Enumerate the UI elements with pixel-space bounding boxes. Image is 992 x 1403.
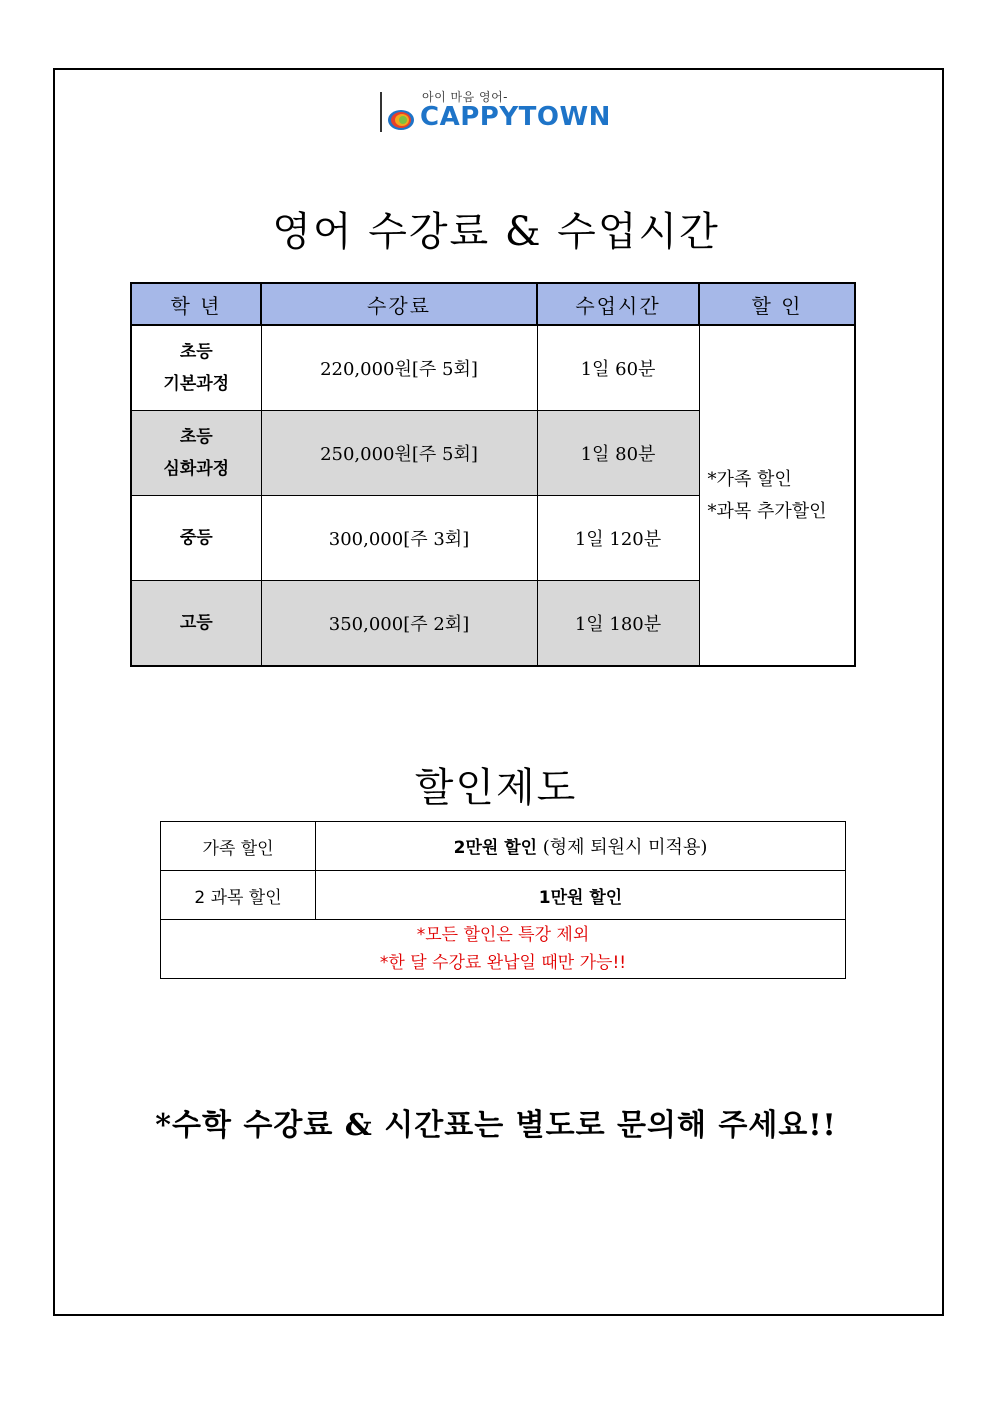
time-cell: 1일 180분: [537, 581, 699, 667]
logo-divider: [380, 92, 382, 132]
logo-emblem-icon: [386, 108, 416, 132]
footer-notice: *수학 수강료 & 시간표는 별도로 문의해 주세요!!: [155, 1108, 837, 1143]
table-row: [161, 871, 846, 920]
note-line1: *모든 할인은 특강 제외: [416, 925, 590, 945]
cappytown-logo: [380, 88, 640, 138]
discount-amount: 1만원 할인: [538, 887, 623, 908]
time-cell: 1일 80분: [537, 411, 699, 496]
header-time: 수업시간: [537, 283, 699, 325]
grade-cell: [131, 411, 261, 496]
discount-amount: 2만원 할인: [453, 838, 538, 858]
discount-value: [316, 871, 846, 920]
grade-cell: 고등: [131, 581, 261, 667]
header-fee: 수강료: [261, 283, 537, 325]
discount-value: [316, 822, 846, 871]
grade-line2: 기본과정: [163, 374, 230, 394]
grade-line1: 초등: [179, 427, 213, 447]
fee-cell: 250,000원[주 5회]: [261, 411, 537, 496]
note-line2: *한 달 수강료 완납일 때만 가능!!: [379, 953, 627, 973]
time-cell: 1일 60분: [537, 325, 699, 411]
fee-table: [130, 282, 856, 667]
discount-line1: *가족 할인: [707, 468, 792, 490]
grade-cell: [131, 325, 261, 411]
fee-cell: 350,000[주 2회]: [261, 581, 537, 667]
discount-condition: (형제 퇴원시 미적용): [537, 837, 708, 858]
discount-title: 할인제도: [414, 765, 578, 811]
table-row: [161, 920, 846, 979]
logo-tagline: 아이 마음 영어-: [422, 90, 509, 104]
discount-label: 2 과목 할인: [161, 871, 316, 920]
header-discount: 할 인: [699, 283, 855, 325]
discount-line2: *과목 추가할인: [707, 500, 827, 522]
discount-label: 가족 할인: [161, 822, 316, 871]
grade-line1: 초등: [179, 342, 213, 362]
discount-note: [161, 920, 846, 979]
time-cell: 1일 120분: [537, 496, 699, 581]
grade-cell: 중등: [131, 496, 261, 581]
table-row: [161, 822, 846, 871]
grade-line2: 심화과정: [163, 459, 230, 479]
fee-cell: 220,000원[주 5회]: [261, 325, 537, 411]
header-grade: 학 년: [131, 283, 261, 325]
table-row: [131, 325, 855, 411]
discount-cell: [699, 325, 855, 666]
discount-table: [160, 821, 846, 979]
fee-cell: 300,000[주 3회]: [261, 496, 537, 581]
page-title: 영어 수강료 & 수업시간: [272, 209, 720, 255]
fee-table-header: [131, 283, 855, 325]
logo-brand: CAPPYTOWN: [420, 102, 611, 132]
